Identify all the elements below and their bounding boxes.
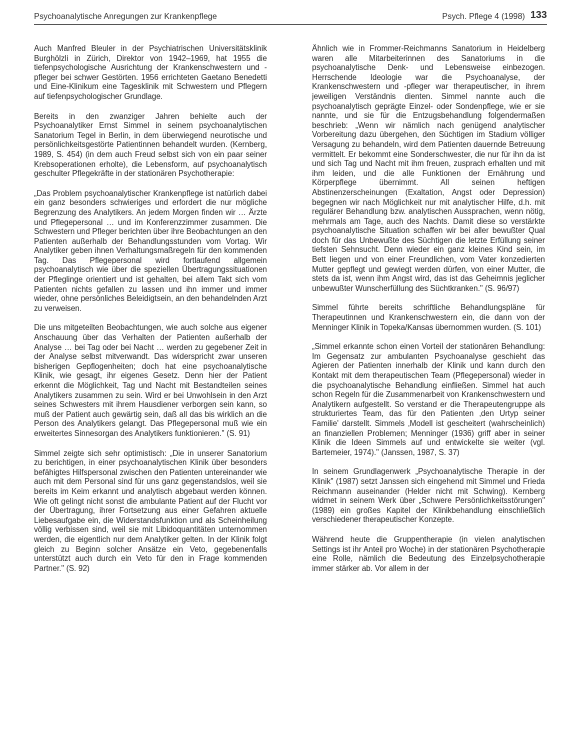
paragraph: „Simmel erkannte schon einen Vorteil der stationären Behandlung: Im Gegensatz zur ambulanten Psychoanalyse geschieht das Agieren der Patienten innerhalb der Klinik und kann durch den Kontakt mit dem therapeutischen Team (Pflegepersonal) wieder in die psychoanalytische Behandlung einfließen. Simmel hat auch schon Regeln für die Zusammenarbeit von Krankenschwestern und Analytikern aufgestellt. So verstand er die Therapeutengruppe als strukturiertes Team, das für den Patienten ‚den Urtyp seiner Familie' darstellt. Simmels ‚Modell ist gescheitert (wahrscheinlich) an finanziellen Problemen; Menninger (1936) griff aber in seiner Klinik die Ideen Simmels auf und entwickelte sie weiter (vgl. Bartemeier, 1974)." (Janssen, 1987, S. 37) <box>312 342 545 457</box>
running-title: Psychoanalytische Anregungen zur Krankenpflege <box>34 12 217 21</box>
paragraph: Bereits in den zwanziger Jahren behielte auch der Psychoanalytiker Ernst Simmel in seinem psychoanalytischen Sanatorium Tegel in Berlin, in dem überwiegend neurotische und persönlichkeitsgestörte Patientinnen behandelt wurden. (Kernberg, 1989, S. 454) (in dem auch Freud selbst sich von ein paar seiner Krebsoperationen erholte), die Lebensform, auf psychoanalytisch geschulter Pflegekräfte in der stationären Psychotherapie: <box>34 111 267 179</box>
paragraph: Simmel zeigte sich sehr optimistisch: „Die in unserer Sanatorium zu berichtigen, in einer psychoanalytischen Klinik über besonders befähigtes Hilfspersonal zwischen den Patienten untereinander wie auch mit dem Personal sind für uns ganz gegenstandslos, weil sie bereits im Keim erkannt und analytisch abgebaut werden können. Wie oft gelingt nicht sonst die ambulante Patient auf der Flucht vor der Übertragung, ihrer Fortsetzung aus einer Gefahren aktuelle Liebesaufgabe ein, die Widerstandsfunktion und als Scheinheilung völlig verbissen sind, weil sie mit Libidoquantitäten unternommen werden, die eigentlich nur dem Analytiker gelten. In der Klinik folgt gleich zu Beginn solcher Ansätze ein Veto, gegebenenfalls unterstützt auch durch ein Veto für den in Frage kommenden Partner." (S. 92) <box>34 448 267 573</box>
paragraph: Auch Manfred Bleuler in der Psychiatrischen Universitätsklinik Burghölzli in Zürich, Direktor von 1942–1969, hat 1955 die tiefenpsychologische Ausrichtung der Krankenschwestern und -pfleger bei schwer Gestörten. 1956 errichteten Gaetano Benedetti und Eine-Klinikum eine Tagesklinik mit Schwestern und Pflegern auf tiefenpsychologischer Grundlage. <box>34 44 267 101</box>
running-header <box>34 8 547 25</box>
paragraph: In seinem Grundlagenwerk „Psychoanalytische Therapie in der Klinik" (1987) setzt Janssen sich eingehend mit Simmel und Frieda Reichmann auseinander (Helder nicht mit Schwing). Kernberg widmet in seinem Werk über „Schwere Persönlichkeitsstörungen" (1989) ein großes Kapitel der Klinikbehandlung einschließlich verschiedener therapeutischer Konzepte. <box>312 467 545 525</box>
paragraph: Während heute die Gruppentherapie (in vielen analytischen Settings ist ihr Anteil pro Woche) in der stationären Psychotherapie eine Rolle, nämlich die Bedeutung des Einzelpsychotherapie immer stärker ab. Vor allem in der <box>312 534 545 573</box>
paragraph: „Das Problem psychoanalytischer Krankenpflege ist natürlich dabei ein ganz besonders schwieriges und erfordert die nur mögliche Begrenzung des Analytikers. An jedem Morgen finden wir … Ärzte und Pflegepersonal … und im Konferenzzimmer zusammen. Die Schwestern und Pfleger berichten über ihre Beobachtungen an den Patienten außerhalb der Behandlungsstunden vom Vortag. Wir Analytiker geben ihnen Verhaltungsmaßregeln für den kommenden Tag. Das Pflegepersonal wird fortlaufend allgemein psychoanalytisch wie über die speziellen Übertragungssituationen der Pfleglinge orientiert und ist gehalten, bei allem Takt sich vom Patienten nichts gefallen zu lassen und ihn immer und immer wieder, ohne persönliches Beleidigtsein, an den behandelnden Arzt zu verweisen. <box>34 188 267 313</box>
page-number: 133 <box>530 10 547 21</box>
left-column <box>34 44 267 744</box>
right-column <box>312 44 545 744</box>
paragraph: Ähnlich wie in Frommer-Reichmanns Sanatorium in Heidelberg waren alle Mitarbeiterinnen des Sanatoriums in die psychoanalytische Denk- und Lebensweise einbezogen. Herrschende Ideologie war die Psychoanalyse, der Krankenschwestern und -pfleger war therapeutischer, in ihrem jeweiligen Verständnis dienten. Simmel nannte auch die psychoanalytisch geprägte Einzel- oder Sondenpflege, wie er sie nannte, und sie für die Entzugsbehandlung folgendermaßen beschrieb: „Wenn wir nämlich nach genügend analytischer Vorbereitung dazu übergehen, den Süchtigen im Stadium völliger Versagung zu behandeln, wird dem Patienten dauernde Betreuung vermittelt. Er bekommt eine Sonderschwester, die nur für ihn da ist und sich Tag und Nacht mit ihm freuen, zusprach erhalten und mit ihm leiden, und die alle Funktionen der Ernährung und Körperpflege übernimmt. All seinen heftigen Abstinenzerscheinungen (Exaltation, Angst oder Depression) begegnen wir nach Möglichkeit nur mit analytischer Hilfe, d.h. mit regulärer Behandlung bzw. analytischen Aussprachen, wenn nötig, mehrmals am Tage, auch des Nachts. Damit diese so verstärkte psychoanalytische Situation schaffen wir bei aller bewußter Qual doch für das Unbewußte des Süchtigen die letzte Erfüllung seiner tiefsten Sehnsucht. Denn wieder ein ganz kleines Kind sein, im Bett liegen und von einer Freundlichen, vom Vater konzedierten Mutter gepflegt und gewiegt werden dürfen, von einer Mutter, die stets da ist, wenn ihm Angst wird, das ist das Geheimnis jeglicher unbewußter Wunscherfüllung des Süchtkranken." (S. 96/97) <box>312 44 545 293</box>
journal-citation: Psych. Pflege 4 (1998) <box>442 12 525 21</box>
paragraph: Die uns mitgeteilten Beobachtungen, wie auch solche aus eigener Anschauung über das Verhalten der Patienten außerhalb der Analyse … bei Tag oder bei Nacht … werden zu gegebener Zeit in der Analyse selbst mitverwandt. Das widerspricht zwar unseren bisherigen Gepflogenheiten; doch hat eine psychoanalytische Klinik, wie gesagt, ihr eigenes Gesetz. Denn hier der Patient erkennt die Möglichkeit, Tag und Nacht mit Bestandteilen seines Analytikers zusammen zu sein. Wird er bei Unwohlsein in den Arzt seines Schwesters mit ihrem Hausdiener verborgen sein kann, so muß der Patient auch gewärtig sein, daß all das bis wirklich an die Person des Analytikers gelangt. Das Pflegepersonal muß wie ein erweitertes Sinnesorgan des Analytikers funktionieren." (S. 91) <box>34 323 267 438</box>
paragraph: Simmel führte bereits schriftliche Behandlungspläne für Therapeutinnen und Krankenschwestern ein, die dann von der Menninger Klinik in Topeka/Kansas übernommen wurden. (S. 101) <box>312 303 545 332</box>
